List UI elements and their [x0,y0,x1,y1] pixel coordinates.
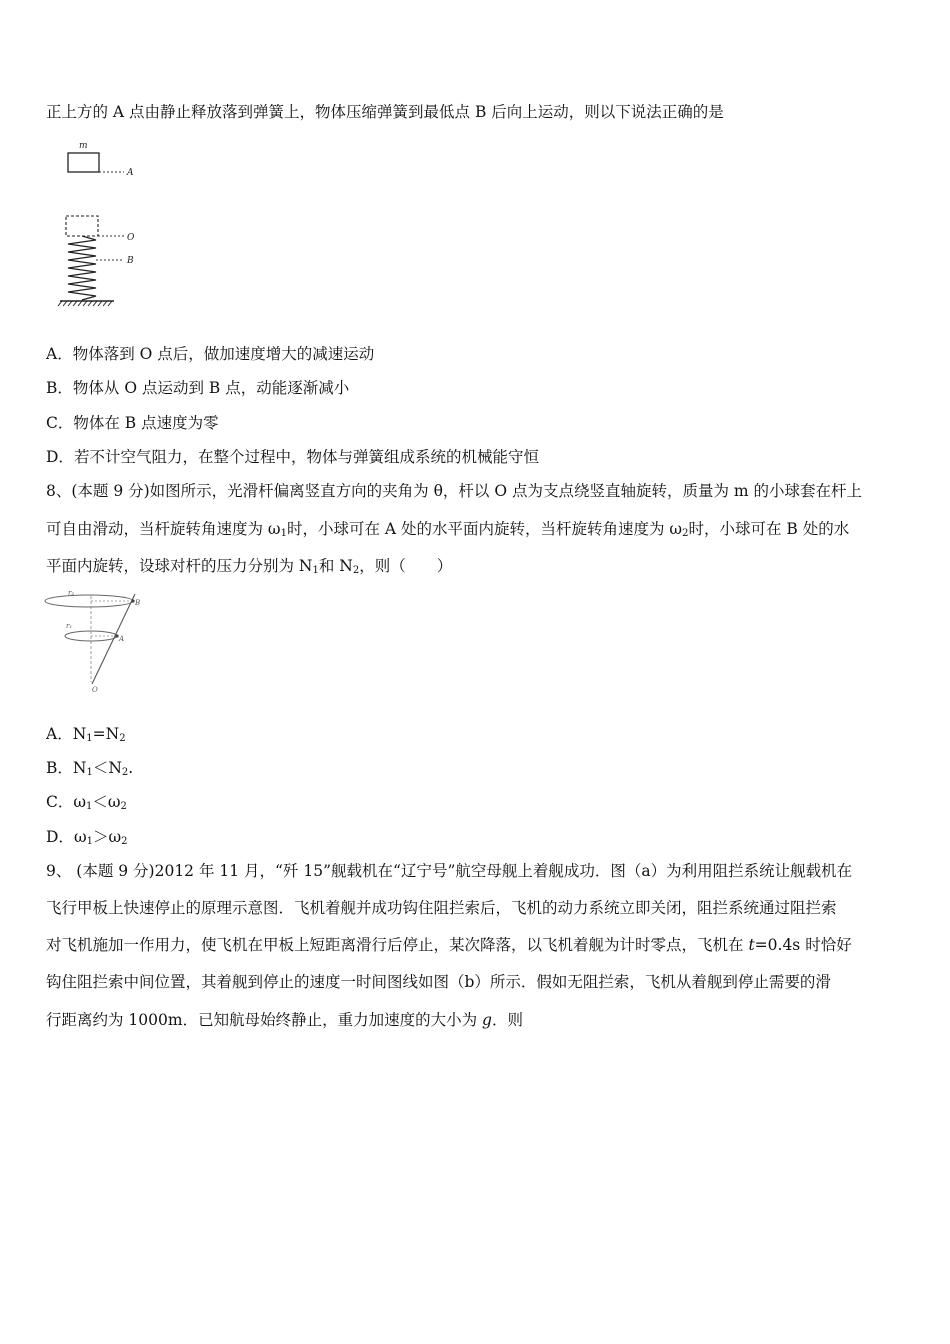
q8-stem-line2: 可自由滑动，当杆旋转角速度为 $\omega_1$时，小球可在 A 处的水平面内旋转，当杆旋转角速度为 $\omega_2$时，小球可在 B 处的水 [46,520,850,539]
option-key: A． [46,345,73,363]
svg-text:A: A [119,635,125,643]
mass-block-top [68,153,99,172]
q8-stem-line1: 8、(本题 9 分)如图所示，光滑杆偏离竖直方向的夹角为 θ，杆以 O 点为支点绕竖直轴旋转，质量为 m 的小球套在杆上 [46,482,863,500]
option-key: B． [46,379,73,397]
mass-block-dashed [66,216,98,236]
svg-text:r₂: r₂ [68,589,75,597]
q8-option-b[interactable]: B．$N_1<N_2$. [46,759,134,778]
q9-stem-line5: 行距离约为 1000m．已知航母始终静止，重力加速度的大小为 g．则 [46,1011,523,1029]
q9-stem-line3: 对飞机施加一作用力，使飞机在甲板上短距离滑行后停止，某次降落，以飞机着舰为计时零点，飞机在 t=0.4s 时恰好 [46,936,852,954]
svg-text:r₁: r₁ [66,622,73,630]
q9-stem-line1: 9、 (本题 9 分)2012 年 11 月，“歼 15”舰载机在“辽宁号”航空母舰上着舰成功．图（a）为利用阻拦系统让舰载机在 [46,862,853,880]
spring-coil [68,236,96,300]
q7-option-d[interactable] [46,447,539,467]
option-key: C． [46,414,74,432]
point-o-label: O [127,233,135,243]
option-text: 物体在 B 点速度为零 [73,414,219,432]
point-b-label: B [127,256,134,266]
q8-option-d[interactable]: D．$\omega_1>\omega_2$ [46,828,128,847]
smooth-rod [92,594,135,684]
q8-stem-line3: 平面内旋转，设球对杆的压力分别为 $N_1$和 $N_2$，则（ ） [46,557,453,576]
rotating-rod-figure [44,586,144,696]
option-key: D． [46,448,74,466]
option-text: 物体从 O 点运动到 B 点，动能逐渐减小 [72,379,350,397]
q8-option-a[interactable]: A．$N_1=N_2$ [46,725,126,744]
q7-option-b[interactable] [46,378,349,398]
q7-option-a[interactable] [46,344,374,364]
point-a-label: A [127,168,134,178]
option-text: 物体落到 O 点后，做加速度增大的减速运动 [72,345,375,363]
q7-stem: 正上方的 A 点由静止释放落到弹簧上，物体压缩弹簧到最低点 B 后向上运动，则以下说法正确的是 [46,103,724,121]
q7-option-c[interactable] [46,413,219,433]
svg-text:O: O [92,686,98,694]
q9-stem-line2: 飞行甲板上快速停止的原理示意图．飞机着舰并成功钩住阻拦索后，飞机的动力系统立即关闭，阻拦系统通过阻拦索 [46,899,837,917]
mass-label: m [79,141,88,151]
q9-stem-line4: 钩住阻拦索中间位置，其着舰到停止的速度一时间图线如图（b）所示．假如无阻拦索，飞机从着舰到停止需要的滑 [46,973,831,991]
spring-figure [56,136,156,312]
option-text: 若不计空气阻力，在整个过程中，物体与弹簧组成系统的机械能守恒 [73,448,539,466]
q8-option-c[interactable]: C．$\omega_1<\omega_2$ [46,793,127,812]
svg-text:B: B [135,599,141,607]
